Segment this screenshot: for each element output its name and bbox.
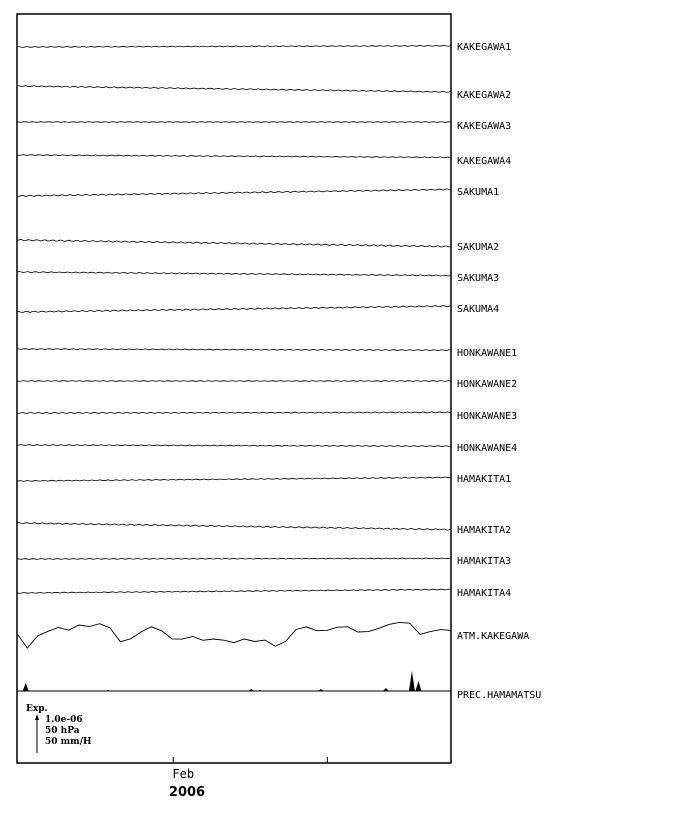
- precip-bar-3: [257, 690, 263, 691]
- series-label-honkawane3: HONKAWANE3: [457, 411, 518, 422]
- series-line-sakuma1: [17, 189, 451, 197]
- series-line-honkawane1: [17, 349, 451, 351]
- precip-bar-4: [318, 689, 324, 691]
- series-line-hamakita4: [17, 589, 451, 593]
- series-line-hamakita3: [17, 558, 451, 559]
- legend-strain-scale: 1.0e-06: [45, 715, 83, 725]
- legend-pressure-scale: 50 hPa: [45, 726, 80, 736]
- series-label-kakegawa3: KAKEGAWA3: [457, 121, 512, 132]
- year-label: 2006: [168, 785, 206, 800]
- series-labels: [457, 42, 541, 701]
- series-label-hamakita3: HAMAKITA3: [457, 556, 512, 567]
- precip-bar-5: [383, 688, 389, 691]
- series-line-sakuma2: [17, 240, 451, 248]
- series-line-honkawane3: [17, 412, 451, 414]
- series-label-honkawane2: HONKAWANE2: [457, 379, 518, 390]
- series-line-honkawane2: [17, 381, 451, 382]
- series-label-hamakita1: HAMAKITA1: [457, 474, 512, 485]
- x-axis: [172, 757, 327, 781]
- series-label-sakuma1: SAKUMA1: [457, 187, 500, 198]
- precip-bar-6: [409, 671, 415, 691]
- series-line-kakegawa2: [17, 86, 451, 93]
- precip-bar-2: [248, 689, 254, 691]
- series-line-hamakita2: [17, 523, 451, 530]
- series-lines: [17, 45, 451, 691]
- series-label-kakegawa2: KAKEGAWA2: [457, 90, 512, 101]
- series-label-hamakita2: HAMAKITA2: [457, 525, 512, 536]
- scale-legend: [26, 704, 92, 753]
- series-line-honkawane4: [17, 445, 451, 447]
- plot-frame: [17, 14, 451, 763]
- series-line-sakuma4: [17, 305, 451, 312]
- series-label-sakuma3: SAKUMA3: [457, 273, 500, 284]
- series-label-honkawane4: HONKAWANE4: [457, 443, 518, 454]
- series-label-honkawane1: HONKAWANE1: [457, 348, 518, 359]
- series-line-hamakita1: [17, 477, 451, 481]
- precip-bar-7: [415, 681, 421, 691]
- series-line-kakegawa4: [17, 155, 451, 158]
- series-label-atm-kakegawa: ATM.KAKEGAWA: [457, 631, 530, 642]
- precip-bar-1: [105, 690, 111, 691]
- legend-arrow-head: [35, 714, 39, 720]
- series-line-sakuma3: [17, 272, 451, 277]
- legend-title: Exp.: [26, 704, 48, 714]
- legend-precip-scale: 50 mm/H: [45, 737, 92, 747]
- series-label-kakegawa4: KAKEGAWA4: [457, 156, 512, 167]
- series-label-sakuma4: SAKUMA4: [457, 304, 500, 315]
- series-line-atm-kakegawa: [17, 622, 451, 648]
- series-line-kakegawa3: [17, 122, 451, 123]
- precip-bar-0: [23, 683, 29, 691]
- series-line-kakegawa1: [17, 45, 451, 47]
- series-label-prec-hamamatsu: PREC.HAMAMATSU: [457, 690, 542, 701]
- series-label-sakuma2: SAKUMA2: [457, 242, 500, 253]
- x-tick-label-0: Feb: [172, 767, 195, 781]
- series-label-kakegawa1: KAKEGAWA1: [457, 42, 512, 53]
- series-label-hamakita4: HAMAKITA4: [457, 588, 512, 599]
